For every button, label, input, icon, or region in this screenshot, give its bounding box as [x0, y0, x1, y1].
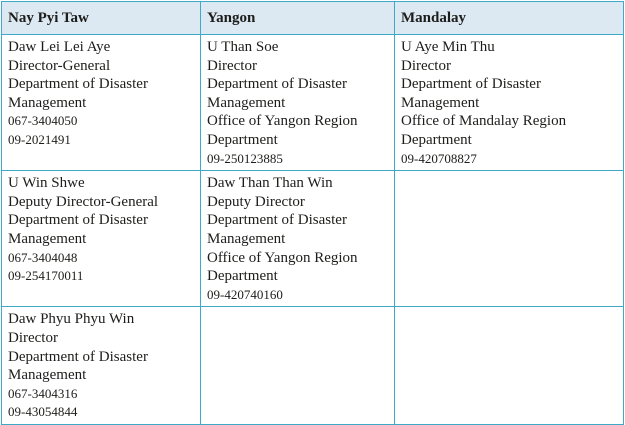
contact-phone: 067-3404050 — [8, 113, 78, 129]
contact-cell — [201, 171, 395, 307]
contact-name: Daw Phyu Phyu Win — [8, 311, 135, 328]
contact-phone: 09-2021491 — [8, 131, 71, 147]
empty-cell — [201, 307, 395, 425]
table-row — [2, 171, 624, 307]
contact-title: Deputy Director — [207, 193, 305, 210]
table-row — [2, 35, 624, 171]
contact-phone: 09-254170011 — [8, 268, 84, 284]
contact-phone: 067-3404316 — [8, 385, 78, 401]
contact-organization: Office of Yangon Region — [207, 113, 358, 130]
contact-phone: 067-3404048 — [8, 249, 78, 265]
contact-cell — [2, 307, 201, 425]
contact-organization: Management — [8, 230, 87, 247]
contact-name: U Than Soe — [207, 39, 279, 55]
contact-phone: 09-420740160 — [207, 286, 283, 302]
empty-cell — [395, 307, 624, 425]
contact-title: Director-General — [8, 57, 111, 74]
contact-organization: Office of Mandalay Region — [401, 113, 567, 130]
column-header-yangon: Yangon — [201, 2, 395, 35]
contact-organization: Department — [207, 268, 278, 285]
empty-cell — [395, 171, 624, 307]
contact-organization: Management — [8, 94, 87, 111]
column-header-nay-pyi-taw: Nay Pyi Taw — [2, 2, 201, 35]
contact-title: Director — [207, 57, 257, 74]
contact-organization: Department of Disaster — [8, 76, 148, 93]
contact-name: U Aye Min Thu — [401, 39, 495, 55]
contact-title: Director — [8, 329, 58, 346]
contact-organization: Department of Disaster — [8, 348, 148, 365]
contact-table — [1, 1, 624, 425]
contact-name: U Win Shwe — [8, 175, 85, 192]
contact-phone: 09-43054844 — [8, 404, 78, 420]
contact-phone: 09-420708827 — [401, 150, 477, 166]
contact-organization: Management — [207, 230, 286, 247]
contact-organization: Department — [401, 131, 472, 148]
contact-organization: Department of Disaster — [401, 76, 541, 93]
contact-organization: Office of Yangon Region — [207, 249, 358, 266]
table-row — [2, 307, 624, 425]
contact-cell — [2, 35, 201, 171]
contact-organization: Department of Disaster — [207, 76, 347, 93]
contact-organization: Department of Disaster — [207, 212, 347, 229]
contact-title: Director — [401, 57, 451, 74]
contact-organization: Management — [8, 367, 87, 384]
contact-organization: Management — [207, 94, 286, 111]
contact-title: Deputy Director-General — [8, 193, 159, 210]
contact-cell — [201, 35, 395, 171]
header-row — [2, 2, 624, 35]
column-header-mandalay: Mandalay — [395, 2, 624, 35]
contact-phone: 09-250123885 — [207, 150, 283, 166]
contact-name: Daw Lei Lei Aye — [8, 39, 111, 55]
contact-cell — [2, 171, 201, 307]
contact-organization: Department of Disaster — [8, 212, 148, 229]
contact-cell — [395, 35, 624, 171]
contact-organization: Management — [401, 94, 480, 111]
contact-organization: Department — [207, 131, 278, 148]
contact-name: Daw Than Than Win — [207, 175, 333, 192]
